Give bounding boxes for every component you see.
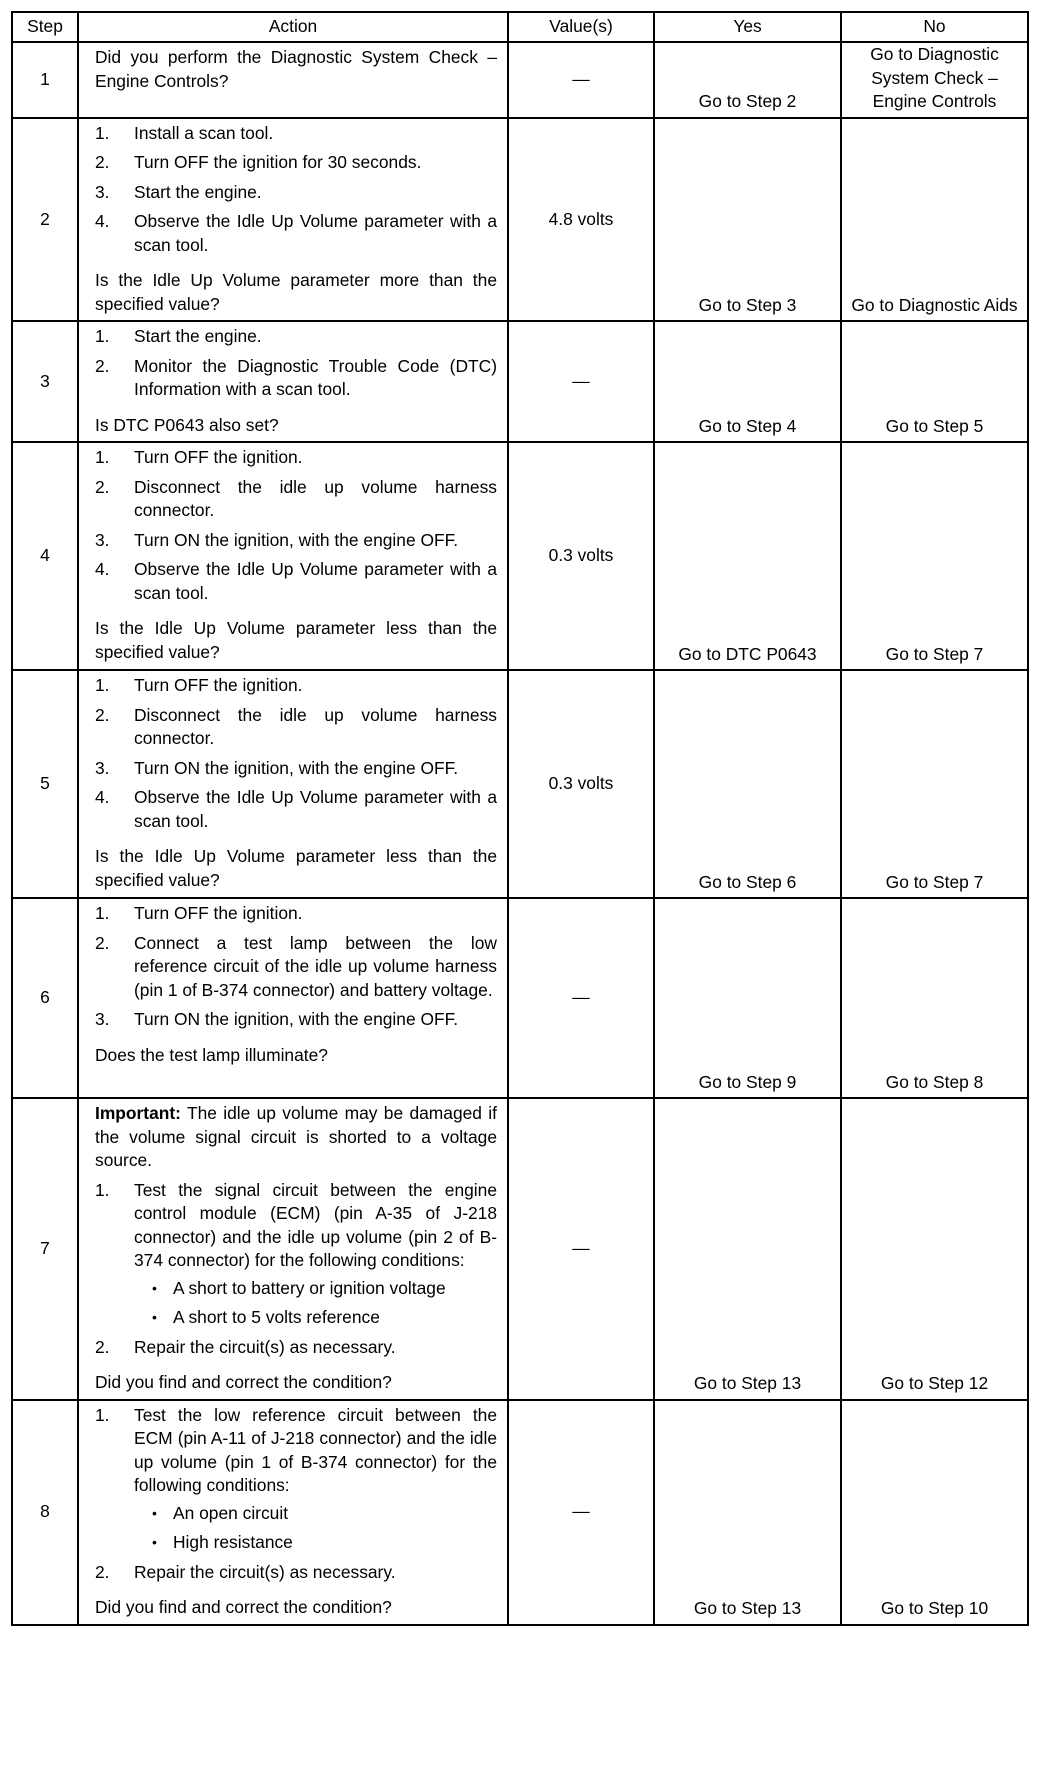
table-row [12,670,1028,898]
step-value: 0.3 volts [508,670,654,898]
step-item-text: Test the low reference circuit between the ECM (pin A-11 of J-218 connector) and the idle up volume (pin 1 of B-374 connector) for the following conditions: [134,1404,497,1495]
step-number: 2 [12,118,78,322]
action-steps [95,122,497,258]
step-item-number: 1. [95,326,110,346]
action-steps [95,325,497,402]
table-row [12,1400,1028,1625]
step-number: 1 [12,42,78,118]
action-steps [95,1404,497,1585]
action-step [95,674,497,698]
no-outcome: Go to Step 7 [841,670,1028,898]
step-item-number: 1. [95,675,110,695]
step-question: Did you find and correct the condition? [95,1372,392,1392]
important-text: The idle up volume may be damaged if the volume signal circuit is shorted to a voltage source. [95,1103,497,1170]
step-question: Is DTC P0643 also set? [95,414,279,435]
step-question: Is the Idle Up Volume parameter more than the specified value? [95,270,497,314]
action-step [95,786,497,833]
action-cell [78,1098,508,1400]
action-cell [78,321,508,442]
step-item-number: 2. [95,355,110,376]
step-question: Is the Idle Up Volume parameter less than the specified value? [95,846,497,890]
step-item-text: Test the signal circuit between the engine control module (ECM) (pin A-35 of J-218 connector) and the idle up volume (pin 2 of B-374 connector) for the following conditions: [134,1179,497,1270]
step-item-text: Turn OFF the ignition. [134,903,303,923]
table-row [12,1098,1028,1400]
action-cell [78,670,508,898]
action-step [95,932,497,1003]
action-step [95,151,497,175]
table-row [12,442,1028,670]
yes-outcome: Go to Step 2 [654,42,841,118]
step-item-text: Turn OFF the ignition. [134,675,303,695]
step-value: — [508,321,654,442]
step-item-number: 1. [95,447,110,467]
action-step [95,902,497,926]
table-row [12,898,1028,1098]
action-step [95,1336,497,1360]
table-row [12,321,1028,442]
no-outcome: Go to Diagnostic System Check – Engine Controls [841,42,1028,118]
yes-outcome: Go to DTC P0643 [654,442,841,670]
step-item-text: Repair the circuit(s) as necessary. [134,1336,396,1357]
step-item-number: 3. [95,181,110,202]
step-item-text: Observe the Idle Up Volume parameter with a scan tool. [134,211,497,255]
step-value: — [508,42,654,118]
no-outcome: Go to Diagnostic Aids [841,118,1028,322]
no-outcome: Go to Step 10 [841,1400,1028,1625]
step-item-number: 4. [95,787,110,807]
no-outcome: Go to Step 5 [841,321,1028,442]
step-item-number: 4. [95,211,110,231]
step-item-number: 3. [95,1009,110,1029]
condition-item: • An open circuit [134,1502,497,1526]
condition-list [134,1277,497,1330]
action-cell [78,42,508,118]
step-item-text: Monitor the Diagnostic Trouble Code (DTC) Information with a scan tool. [134,355,497,399]
step-item-text: Disconnect the idle up volume harness connector. [134,476,497,520]
yes-outcome: Go to Step 4 [654,321,841,442]
action-step [95,181,497,205]
step-item-text: Disconnect the idle up volume harness connector. [134,704,497,748]
step-value: — [508,898,654,1098]
step-item-number: 2. [95,476,110,497]
step-item-text: Observe the Idle Up Volume parameter with a scan tool. [134,787,497,831]
condition-item: • A short to 5 volts reference [134,1306,497,1330]
step-item-text: Turn ON the ignition, with the engine OFF. [134,529,459,550]
step-item-text: Start the engine. [134,326,262,346]
step-item-text: Turn ON the ignition, with the engine OFF. [134,757,459,778]
diagnostic-table [11,11,1029,1626]
step-item-text: Repair the circuit(s) as necessary. [134,1561,396,1582]
no-outcome: Go to Step 12 [841,1098,1028,1400]
step-number: 4 [12,442,78,670]
table-row [12,118,1028,322]
action-step [95,476,497,523]
header-step: Step [12,12,78,42]
step-item-number: 2. [95,704,110,725]
step-number: 6 [12,898,78,1098]
step-item-number: 4. [95,559,110,579]
step-item-number: 3. [95,529,110,550]
action-cell [78,898,508,1098]
action-cell [78,442,508,670]
step-item-number: 2. [95,1336,110,1357]
step-item-number: 3. [95,757,110,778]
action-step [95,1008,497,1032]
no-outcome: Go to Step 8 [841,898,1028,1098]
header-values: Value(s) [508,12,654,42]
action-step [95,1561,497,1585]
action-cell [78,118,508,322]
action-steps [95,446,497,605]
step-item-number: 1. [95,1179,110,1200]
step-item-text: Observe the Idle Up Volume parameter with a scan tool. [134,559,497,603]
step-item-text: Turn OFF the ignition for 30 seconds. [134,152,422,172]
step-item-text: Start the engine. [134,181,262,202]
step-value: — [508,1400,654,1625]
yes-outcome: Go to Step 6 [654,670,841,898]
table-row [12,42,1028,118]
action-steps [95,1179,497,1360]
step-item-number: 2. [95,152,110,172]
step-value: 0.3 volts [508,442,654,670]
step-value: 4.8 volts [508,118,654,322]
step-item-text: Turn OFF the ignition. [134,447,303,467]
condition-item: • High resistance [134,1531,497,1555]
step-question: Does the test lamp illuminate? [95,1044,328,1065]
step-item-text: Install a scan tool. [134,122,274,143]
step-item-number: 1. [95,122,110,143]
action-step [95,757,497,781]
action-step [95,558,497,605]
condition-item: • A short to battery or ignition voltage [134,1277,497,1301]
no-outcome: Go to Step 7 [841,442,1028,670]
important-label: Important: [95,1103,181,1123]
action-step [95,122,497,146]
step-item-number: 2. [95,932,110,953]
header-yes: Yes [654,12,841,42]
action-step [95,1404,497,1555]
action-step [95,210,497,257]
header-row [12,12,1028,42]
step-question: Did you find and correct the condition? [95,1597,392,1617]
action-step [95,446,497,470]
action-step [95,529,497,553]
step-number: 7 [12,1098,78,1400]
action-step [95,325,497,349]
step-item-number: 1. [95,903,110,923]
action-cell [78,1400,508,1625]
step-number: 3 [12,321,78,442]
step-value: — [508,1098,654,1400]
step-item-text: Turn ON the ignition, with the engine OFF. [134,1009,459,1029]
action-intro: Did you perform the Diagnostic System Check – Engine Controls? [95,47,497,91]
yes-outcome: Go to Step 13 [654,1400,841,1625]
action-steps [95,674,497,833]
yes-outcome: Go to Step 13 [654,1098,841,1400]
action-steps [95,902,497,1032]
header-no: No [841,12,1028,42]
step-number: 5 [12,670,78,898]
action-step [95,1179,497,1330]
step-item-number: 1. [95,1404,110,1425]
header-action: Action [78,12,508,42]
condition-list [134,1502,497,1555]
important-note [95,1102,497,1173]
action-step [95,355,497,402]
step-item-number: 2. [95,1561,110,1582]
step-number: 8 [12,1400,78,1625]
yes-outcome: Go to Step 9 [654,898,841,1098]
step-question: Is the Idle Up Volume parameter less than the specified value? [95,618,497,662]
step-item-text: Connect a test lamp between the low reference circuit of the idle up volume harness (pin 1 of B-374 connector) and battery voltage. [134,932,497,1000]
action-step [95,704,497,751]
yes-outcome: Go to Step 3 [654,118,841,322]
